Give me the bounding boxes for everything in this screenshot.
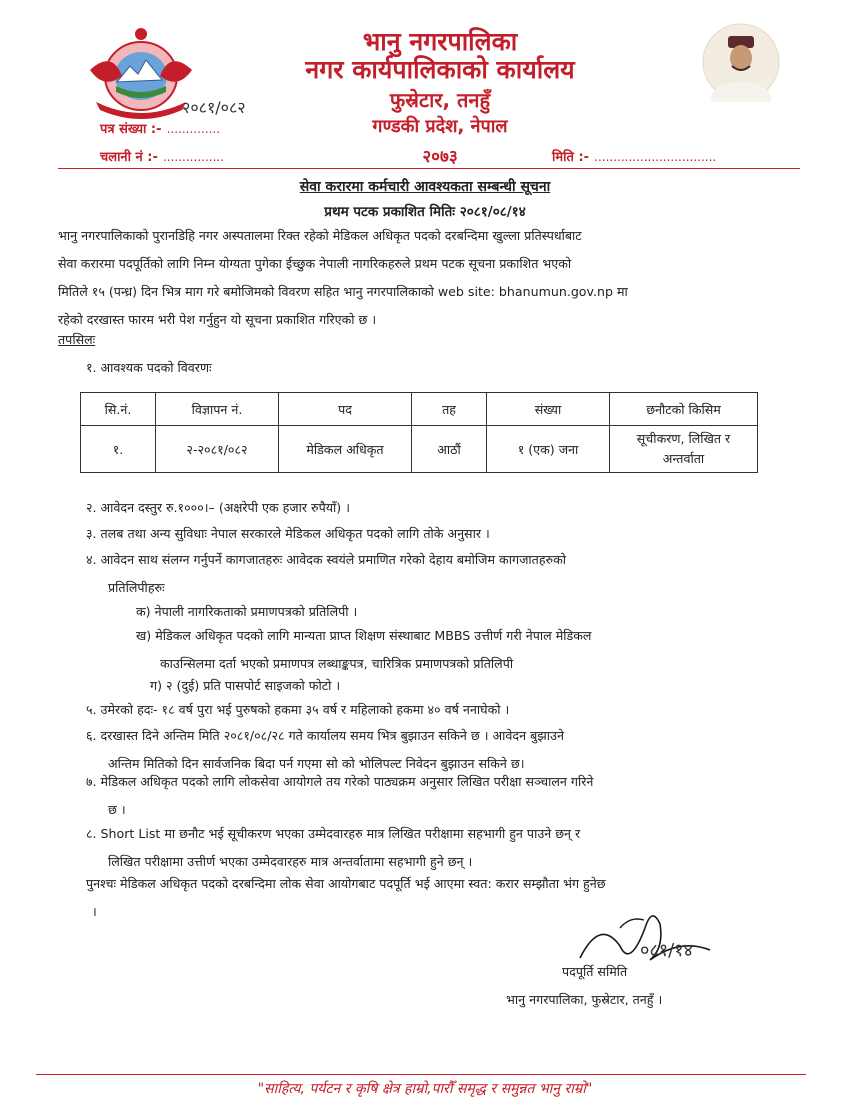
header-divider [58,168,800,169]
table-cell: २-२०८१/०८२ [156,426,279,473]
footer-slogan: "साहित्य, पर्यटन र कृषि क्षेत्र हाम्रो,पारौँ समृद्ध र समुन्नत भानु राम्रो" [257,1081,593,1097]
col-header: विज्ञापन नं. [156,393,279,426]
signature-date: ०८१/१४ [640,940,693,961]
table-row [81,426,758,473]
signatory-place: भानु नगरपालिका, फुस्रेटार, तनहुँ । [506,992,663,1007]
doc-ka: क) नेपाली नागरिकताको प्रमाणपत्रको प्रतिलिपी । [136,604,358,619]
intro-line: रहेको दरखास्त फारम भरी पेश गर्नुहुन यो सूचना प्रकाशित गरिएको छ । [58,312,377,327]
col-header: छनौटको किसिम [610,393,758,426]
item-1: १. आवश्यक पदको विवरणः [86,360,212,375]
dispatch-number-label: चलानी नं :- [100,150,158,165]
letter-number-dots: .............. [166,122,221,136]
intro-line: सेवा करारमा पदपूर्तिको लागि निम्न योग्यता पुगेका ईच्छुक नेपाली नागरिकहरुले प्रथम पटक सूचना प्रकाशित भएको [58,256,572,271]
notice-title-text: सेवा करारमा कर्मचारी आवश्यकता सम्बन्धी सूचना [299,179,551,195]
table-cell: आठौं [412,426,487,473]
signatory-committee: पदपूर्ति समिति [562,964,628,979]
province-name: गण्डकी प्रदेश, नेपाल [372,116,508,137]
table-cell [610,426,758,473]
item-8 [86,820,806,876]
municipality-name: भानु नगरपालिका [362,27,518,56]
selection-line: सूचीकरण, लिखित र [636,431,731,446]
office-name: नगर कार्यपालिकाको कार्यालय [305,55,575,84]
table-cell: मेडिकल अधिकृत [279,426,412,473]
notice-title [0,176,850,196]
established-year: २०७३ [422,147,458,167]
date-field [552,146,716,165]
col-header: पद [279,393,412,426]
doc-kha-line: ख) मेडिकल अधिकृत पदको लागि मान्यता प्राप्त शिक्षण संस्थाबाट MBBS उत्तीर्ण गरी नेपाल मेडिकल [136,628,592,643]
item-4-line: प्रतिलिपीहरुः [108,580,165,595]
col-header: तह [412,393,487,426]
date-dots: ................................ [594,150,717,164]
item-7-line: ७. मेडिकल अधिकृत पदको लागि लोकसेवा आयोगले तय गरेको पाठ्यक्रम अनुसार लिखित परीक्षा सञ्चालन गरिने [86,774,594,789]
dispatch-number-field [100,146,224,165]
table-cell: १. [81,426,156,473]
doc-kha-line: काउन्सिलमा दर्ता भएको प्रमाणपत्र लब्धाङ्कपत्र, चारित्रिक प्रमाणपत्रको प्रतिलिपी [160,656,514,671]
postscript-line: पुनश्चः मेडिकल अधिकृत पदको दरबन्दिमा लोक सेवा आयोगबाट पदपूर्ति भई आएमा स्वत: करार सम्झौता भंग हुनेछ [86,876,606,891]
item-8-line: ८. Short List मा छनौट भई सूचीकरण भएका उम्मेदवारहरु मात्र लिखित परीक्षामा सहभागी हुन पाउने छन् र [86,826,581,841]
postscript-line: । [92,904,97,919]
office-address: फुस्रेटार, तनहुँ [389,88,491,112]
item-7 [86,768,806,824]
letter-number-field [100,118,220,137]
item-5: ५. उमेरको हदः- १८ वर्ष पुरा भई पुरुषको हकमा ३५ वर्ष र महिलाको हकमा ४० वर्ष ननाघेको । [86,702,510,717]
intro-line: मितिले १५ (पन्ध्र) दिन भित्र माग गरे बमोजिमको विवरण सहित भानु नगरपालिकाको web site: bhanumun.gov.np मा [58,284,628,299]
item-6-line: अन्तिम मितिको दिन सार्वजनिक बिदा पर्न गएमा सो को भोलिपल्ट निवेदन बुझाउन सकिने छ। [108,756,525,771]
table-cell: १ (एक) जना [487,426,610,473]
intro-line: भानु नगरपालिकाको पुरानडिहि नगर अस्पतालमा रिक्त रहेको मेडिकल अधिकृत पदको दरबन्दिमा खुल्ला प्रतिस्पर्धाबाट [58,228,582,243]
item-6-line: ६. दरखास्त दिने अन्तिम मिति २०८१/०८/२८ गते कार्यालय समय भित्र बुझाउन सकिने छ । आवेदन बुझाउने [86,728,564,743]
posts-table [80,392,758,473]
published-date: प्रथम पटक प्रकाशित मितिः २०८१/०८/१४ [324,204,526,220]
item-4-line: ४. आवेदन साथ संलग्न गर्नुपर्ने कागजातहरुः आवेदक स्वयंले प्रमाणित गरेको देहाय बमोजिम कागजातहरुको [86,552,567,567]
mayor-photo [702,22,780,102]
dispatch-number-dots: ................ [162,150,225,164]
footer-divider [36,1074,806,1075]
item-8-line: लिखित परीक्षामा उत्तीर्ण भएका उम्मेदवारहरु मात्र अन्तर्वातामा सहभागी हुने छन् । [108,854,473,869]
item-3: ३. तलब तथा अन्य सुविधाः नेपाल सरकारले मेडिकल अधिकृत पदको लागि तोके अनुसार । [86,526,490,541]
item-2: २. आवेदन दस्तुर रु.१०००।– (अक्षरेपी एक हजार रुपैयाँ) । [86,500,350,515]
intro-paragraph [58,222,818,334]
item-7-line: छ । [108,802,126,817]
col-header: संख्या [487,393,610,426]
selection-line: अन्तर्वाता [662,451,705,466]
table-header-row [81,393,758,426]
letter-number-label: पत्र संख्या :- [100,122,162,137]
item-4 [86,546,806,602]
doc-ga: ग) २ (दुई) प्रति पासपोर्ट साइजको फोटो । [150,678,341,693]
date-label: मिति :- [552,150,590,165]
col-header: सि.नं. [81,393,156,426]
details-heading: तपसिलः [58,332,96,347]
letter-number-handwritten: २०८१/०८२ [182,98,246,117]
doc-kha [136,622,816,678]
